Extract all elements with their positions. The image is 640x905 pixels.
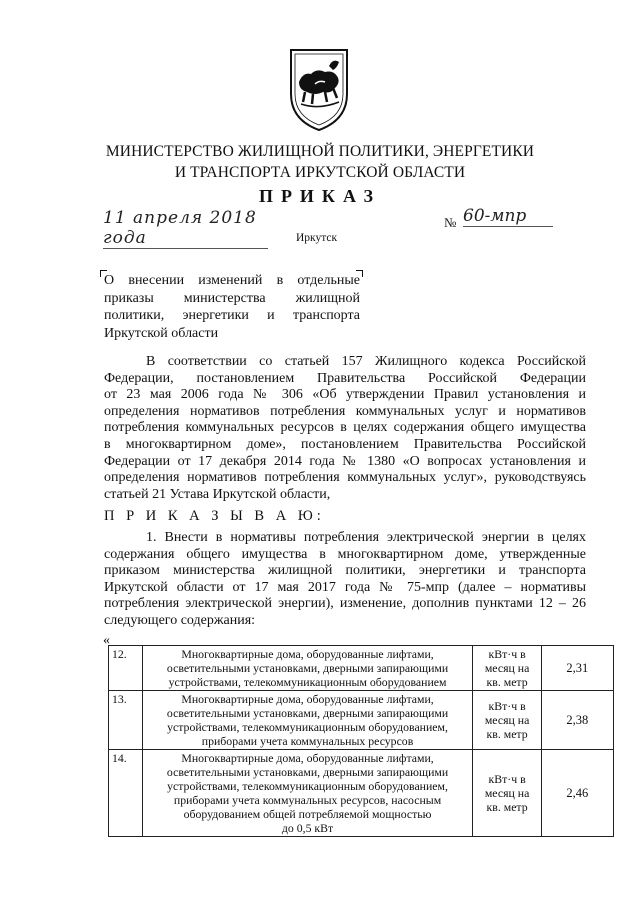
city: Иркутск: [296, 232, 338, 244]
norms-table: [108, 645, 614, 837]
description-line: Многоквартирные дома, оборудованные лифтами,: [181, 647, 434, 661]
description-line: устройствами, телекоммуникационным оборудованием: [168, 675, 447, 689]
row-unit: [473, 691, 541, 750]
description-line: устройствами, телекоммуникационным оборудованием,: [167, 720, 448, 734]
item1-line: Иркутской области от 17 мая 2017 года № 75-мпр (далее – нормативы: [104, 579, 586, 595]
preamble-line: определения нормативов потребления коммунальных услуг и нормативов: [104, 403, 586, 419]
preamble-line: Федерации от 17 декабря 2014 года № 1380 «О вопросах установления и: [104, 453, 586, 469]
preamble-line: статьей 21 Устава Иркутской области,: [104, 486, 331, 502]
number-label: №: [444, 215, 457, 230]
document-subject: [104, 272, 360, 342]
item1-line: следующего содержания:: [104, 612, 256, 628]
item1-line: 1. Внести в нормативы потребления электрической энергии в целях: [146, 530, 586, 545]
row-unit: [473, 750, 541, 837]
unit-line: кв. метр: [486, 675, 528, 689]
row-number: 14.: [109, 750, 143, 837]
subject-line: приказы министерства жилищной: [104, 290, 360, 306]
item1-line: содержания общего имущества в многоквартирном доме, утвержденные: [104, 546, 586, 562]
table-row: [109, 646, 614, 691]
unit-line: кВт·ч в: [488, 647, 526, 661]
preamble-line: в многоквартирном доме», постановлением Правительства Российской: [104, 436, 586, 452]
order-word: П Р И К А З Ы В А Ю:: [104, 508, 325, 524]
description-line: оборудованием общей потребляемой мощностью: [183, 807, 432, 821]
description-line: приборами учета коммунальных ресурсов: [201, 734, 414, 748]
unit-line: кВт·ч в: [488, 699, 526, 713]
description-line: приборами учета коммунальных ресурсов, насосным: [173, 793, 442, 807]
subject-line: О внесении изменений в отдельные: [104, 273, 360, 288]
row-description: [142, 646, 473, 691]
unit-line: кв. метр: [486, 800, 528, 814]
item1-paragraph: [104, 530, 586, 630]
description-line: устройствами, телекоммуникационным оборудованием,: [167, 779, 448, 793]
opening-quote: «: [103, 633, 110, 648]
row-description: [142, 750, 473, 837]
item1-line: потребления электрической энергии), изменение, дополнив пунктами 12 – 26: [104, 596, 586, 612]
description-line: осветительными установками, дверными запирающими: [166, 661, 449, 675]
row-number: 12.: [109, 646, 143, 691]
document-type-title: ПРИКАЗ: [258, 186, 382, 206]
row-number: 13.: [109, 691, 143, 750]
item1-line: приказом министерства жилищной политики, энергетики и транспорта: [104, 563, 586, 579]
description-line: Многоквартирные дома, оборудованные лифтами,: [181, 751, 434, 765]
handwritten-number: 60-мпр: [463, 206, 553, 227]
description-line: осветительными установками, дверными запирающими: [166, 706, 449, 720]
row-unit: [473, 646, 541, 691]
unit-line: кв. метр: [486, 727, 528, 741]
ministry-name-line1: МИНИСТЕРСТВО ЖИЛИЩНОЙ ПОЛИТИКИ, ЭНЕРГЕТИКИ: [105, 143, 535, 160]
irkutsk-coat-of-arms-icon: [285, 42, 353, 134]
row-value: 2,46: [541, 750, 613, 837]
unit-line: месяц на: [484, 713, 530, 727]
unit-line: месяц на: [484, 661, 530, 675]
description-line: осветительными установками, дверными запирающими: [166, 765, 449, 779]
description-line: до 0,5 кВт: [281, 821, 334, 835]
preamble-line: Федерации, постановлением Правительства Российской Федерации: [104, 370, 586, 386]
description-line: Многоквартирные дома, оборудованные лифтами,: [181, 692, 434, 706]
ministry-name-line2: И ТРАНСПОРТА ИРКУТСКОЙ ОБЛАСТИ: [174, 164, 466, 181]
handwritten-date: 11 апреля 2018 года: [103, 208, 268, 249]
preamble-line: определения нормативов потребления коммунальных услуг», руководствуясь: [104, 470, 586, 486]
subject-line: Иркутской области: [104, 325, 219, 341]
preamble-line: от 23 мая 2006 года № 306 «Об утверждении Правил установления и: [104, 387, 586, 403]
unit-line: кВт·ч в: [488, 772, 526, 786]
row-value: 2,38: [541, 691, 613, 750]
preamble-line: В соответствии со статьей 157 Жилищного кодекса Российской: [146, 354, 586, 369]
table-row: [109, 750, 614, 837]
table-row: [109, 691, 614, 750]
preamble-paragraph: [104, 354, 586, 503]
row-value: 2,31: [541, 646, 613, 691]
preamble-line: потребления коммунальных ресурсов в целях содержания общего имущества: [104, 420, 586, 436]
unit-line: месяц на: [484, 786, 530, 800]
row-description: [142, 691, 473, 750]
subject-line: политики, энергетики и транспорта: [104, 308, 360, 323]
